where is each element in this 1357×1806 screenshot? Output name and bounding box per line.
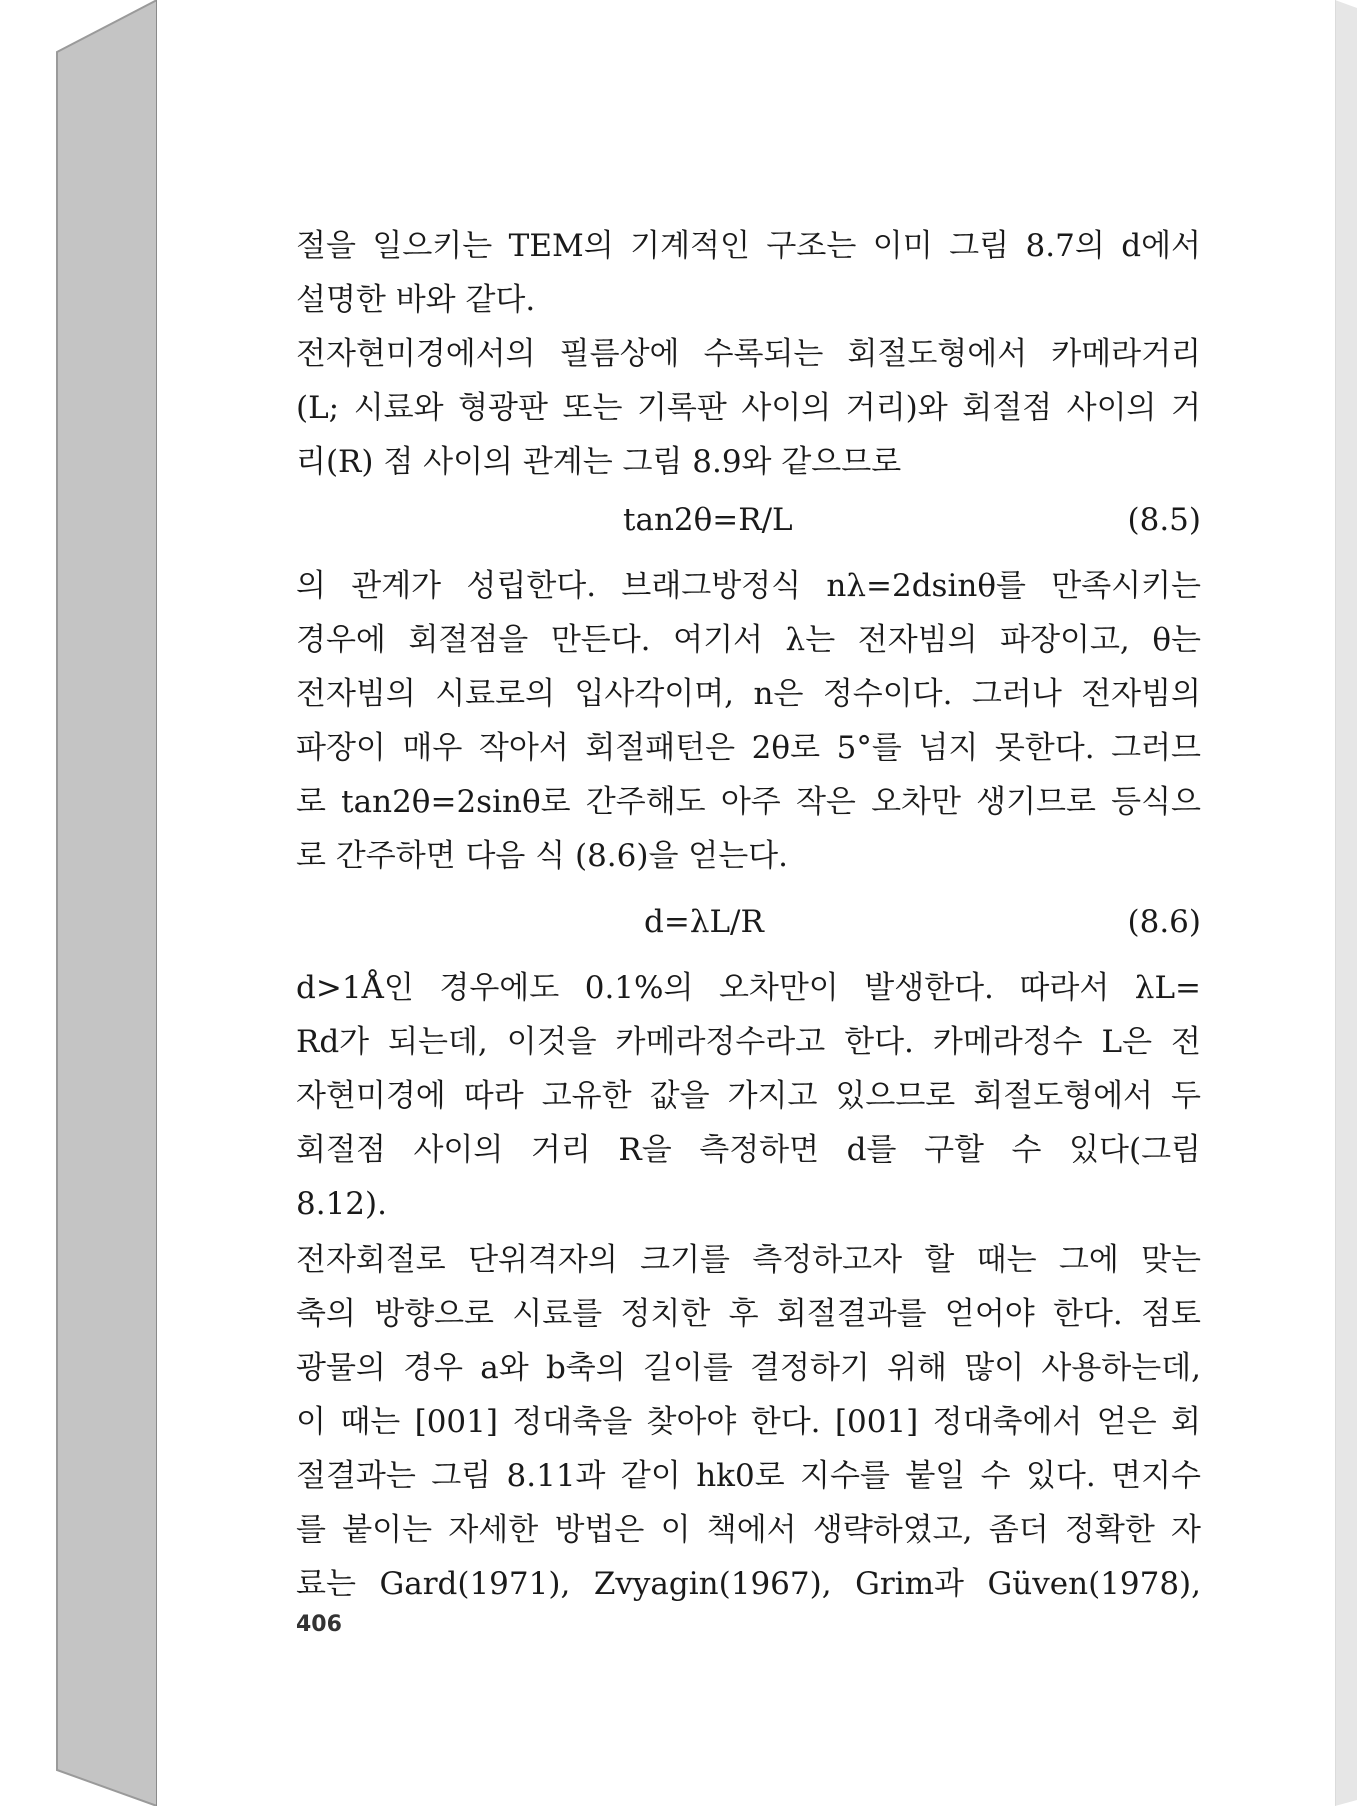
text-line: 파장이 매우 작아서 회절패턴은 2θ로 5°를 넘지 못한다. 그러므 <box>296 730 1201 766</box>
text-line: 자현미경에 따라 고유한 값을 가지고 있으므로 회절도형에서 두 <box>296 1078 1201 1114</box>
text-line: 설명한 바와 같다. <box>296 282 536 318</box>
text-line: 리(R) 점 사이의 관계는 그림 8.9와 같으므로 <box>296 444 902 480</box>
text-line: d>1Å인 경우에도 0.1%의 오차만이 발생한다. 따라서 λL= <box>296 970 1201 1006</box>
equation-8-6 <box>296 898 1201 946</box>
text-line: Rd가 되는데, 이것을 카메라정수라고 한다. 카메라정수 L은 전 <box>296 1024 1201 1060</box>
text-line: 경우에 회절점을 만든다. 여기서 λ는 전자빔의 파장이고, θ는 <box>296 622 1201 658</box>
text-line: 전자현미경에서의 필름상에 수록되는 회절도형에서 카메라거리 <box>296 336 1201 372</box>
text-line: 회절점 사이의 거리 R을 측정하면 d를 구할 수 있다(그림 <box>296 1132 1201 1168</box>
text-line: 절을 일으키는 TEM의 기계적인 구조는 이미 그림 8.7의 d에서 <box>296 228 1201 264</box>
equation-formula: d=λL/R <box>644 904 764 940</box>
text-line: 로 tan2θ=2sinθ로 간주해도 아주 작은 오차만 생기므로 등식으 <box>296 784 1201 820</box>
equation-number: (8.5) <box>1127 502 1201 538</box>
text-line: 전자빔의 시료로의 입사각이며, n은 정수이다. 그러나 전자빔의 <box>296 676 1201 712</box>
text-line: 8.12). <box>296 1186 387 1222</box>
text-line: 광물의 경우 a와 b축의 길이를 결정하기 위해 많이 사용하는데, <box>296 1350 1201 1386</box>
equation-formula: tan2θ=R/L <box>623 502 793 538</box>
text-line: 축의 방향으로 시료를 정치한 후 회절결과를 얻어야 한다. 점토 <box>296 1296 1201 1332</box>
text-line: 의 관계가 성립한다. 브래그방정식 nλ=2dsinθ를 만족시키는 <box>296 568 1201 604</box>
text-line: 로 간주하면 다음 식 (8.6)을 얻는다. <box>296 838 788 874</box>
text-line: 이 때는 [001] 정대축을 찾아야 한다. [001] 정대축에서 얻은 회 <box>296 1404 1201 1440</box>
text-line: 전자회절로 단위격자의 크기를 측정하고자 할 때는 그에 맞는 <box>296 1242 1201 1278</box>
text-line: 를 붙이는 자세한 방법은 이 책에서 생략하였고, 좀더 정확한 자 <box>296 1512 1201 1548</box>
equation-number: (8.6) <box>1127 904 1201 940</box>
page-number: 406 <box>296 1612 342 1637</box>
text-line: (L; 시료와 형광판 또는 기록판 사이의 거리)와 회절점 사이의 거 <box>296 390 1201 426</box>
equation-8-5 <box>296 496 1201 544</box>
text-line: 료는 Gard(1971), Zvyagin(1967), Grim과 Güven(1978), <box>296 1566 1201 1602</box>
text-line: 절결과는 그림 8.11과 같이 hk0로 지수를 붙일 수 있다. 면지수 <box>296 1458 1201 1494</box>
